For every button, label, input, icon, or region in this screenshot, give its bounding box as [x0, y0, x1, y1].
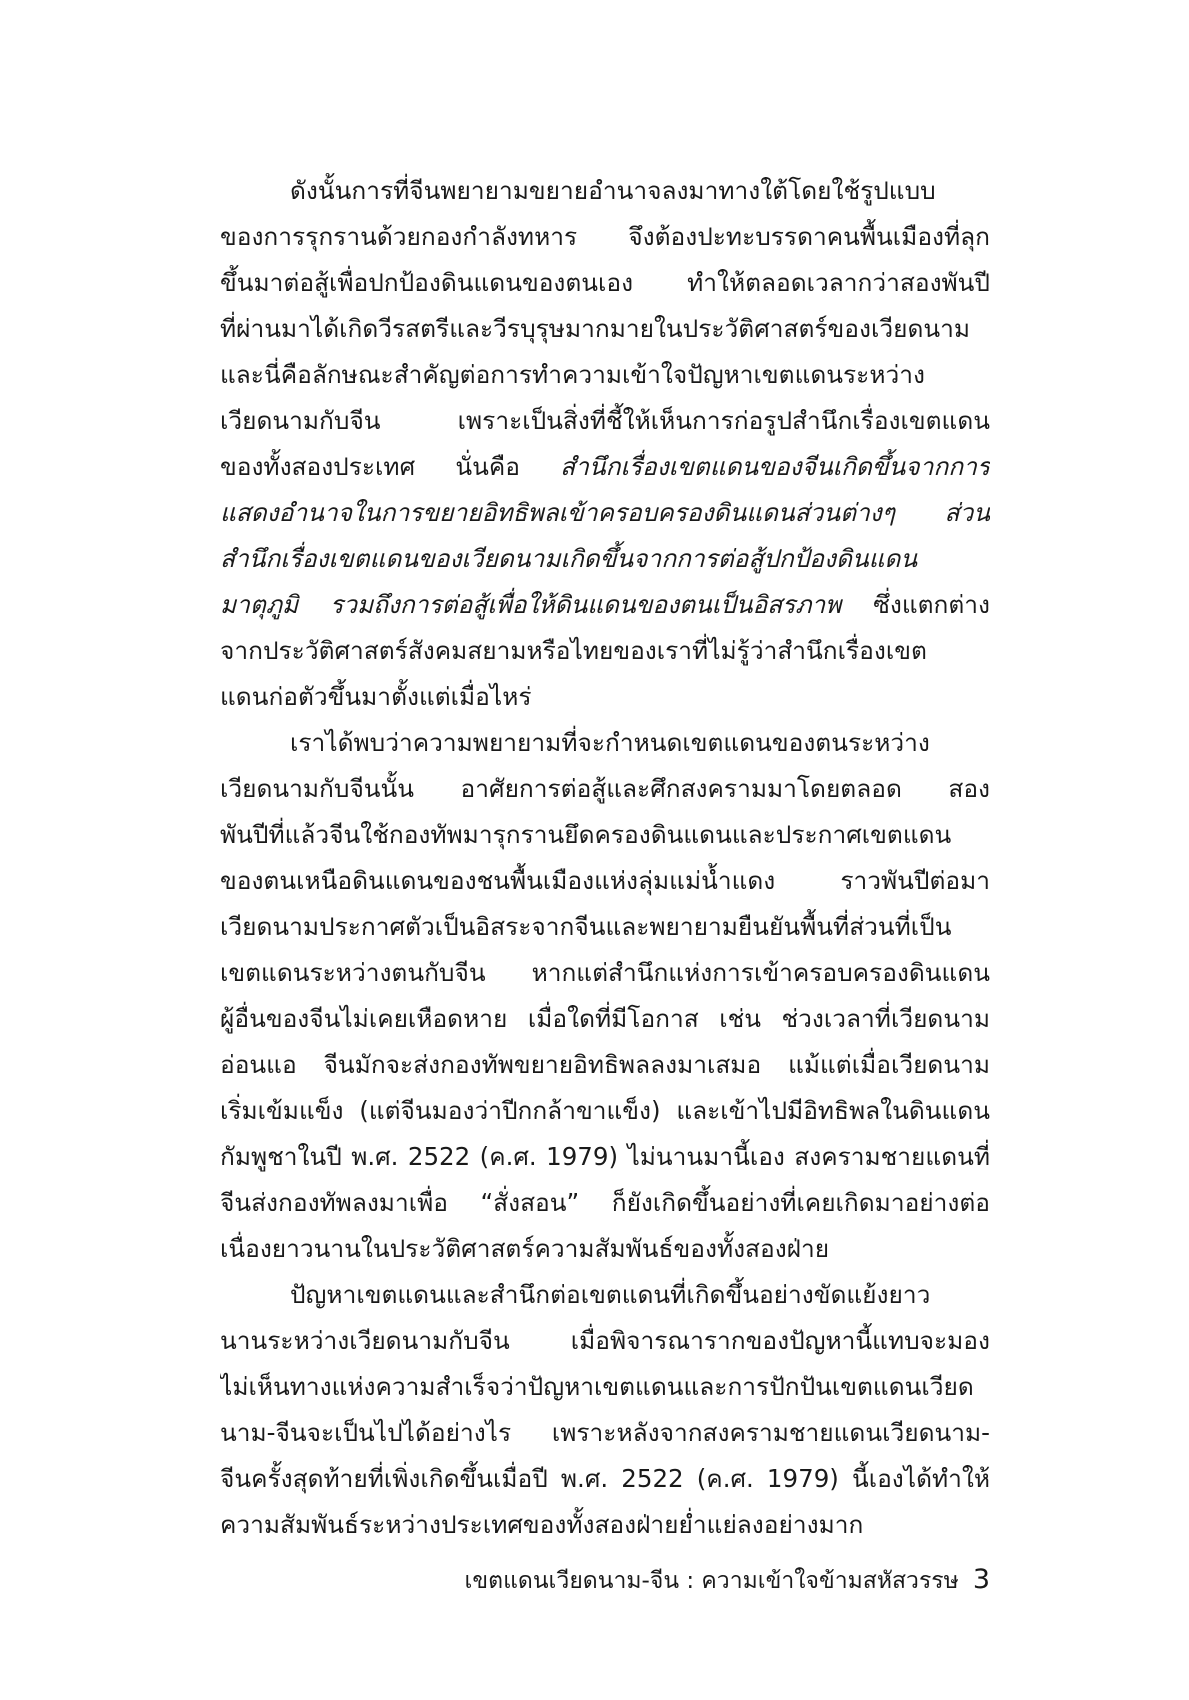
paragraph-1-line-6: เวียดนามกับจีน เพราะเป็นสิ่งที่ชี้ให้เห็นการก่อรูปสำนึกเรื่องเขตแดน: [220, 406, 990, 435]
paragraph-2-line-4: ของตนเหนือดินแดนของชนพื้นเมืองแห่งลุ่มแม่น้ำแดง ราวพันปีต่อมา: [220, 866, 990, 895]
paragraph-1-line-2: ของการรุกรานด้วยกองกำลังทหาร จึงต้องปะทะบรรดาคนพื้นเมืองที่ลุก: [220, 222, 990, 251]
paragraph-2-line-9: เริ่มเข้มแข็ง (แต่จีนมองว่าปีกกล้าขาแข็ง) และเข้าไปมีอิทธิพลในดินแดน: [220, 1096, 990, 1125]
paragraph-2-line-3: พันปีที่แล้วจีนใช้กองทัพมารุกรานยึดครองดินแดนและประกาศเขตแดน: [220, 820, 952, 849]
line-7-normal-text: ของทั้งสองประเทศ นั่นคือ: [220, 452, 561, 481]
paragraph-2-line-8: อ่อนแอ จีนมักจะส่งกองทัพขยายอิทธิพลลงมาเสมอ แม้แต่เมื่อเวียดนาม: [220, 1050, 990, 1079]
paragraph-1-line-5: และนี่คือลักษณะสำคัญต่อการทำความเข้าใจปัญหาเขตแดนระหว่าง: [220, 360, 925, 389]
paragraph-2-line-10: กัมพูชาในปี พ.ศ. 2522 (ค.ศ. 1979) ไม่นานมานี้เอง สงครามชายแดนที่: [220, 1142, 990, 1171]
paragraph-3-line-6: ความสัมพันธ์ระหว่างประเทศของทั้งสองฝ่ายย่ำแย่ลงอย่างมาก: [220, 1510, 864, 1539]
paragraph-1-line-3: ขึ้นมาต่อสู้เพื่อปกป้องดินแดนของตนเอง ทำให้ตลอดเวลากว่าสองพันปี: [220, 268, 990, 297]
page-footer: [465, 1560, 990, 1601]
paragraph-3-line-4: นาม-จีนจะเป็นไปได้อย่างไร เพราะหลังจากสงครามชายแดนเวียดนาม-: [220, 1418, 990, 1447]
paragraph-1-line-9: สำนึกเรื่องเขตแดนของเวียดนามเกิดขึ้นจากการต่อสู้ปกป้องดินแดน: [220, 544, 918, 573]
paragraph-1-line-1: ดังนั้นการที่จีนพยายามขยายอำนาจลงมาทางใต้โดยใช้รูปแบบ: [290, 176, 936, 205]
page-number: 3: [972, 1564, 990, 1595]
paragraph-2-line-6: เขตแดนระหว่างตนกับจีน หากแต่สำนึกแห่งการเข้าครอบครองดินแดน: [220, 958, 990, 987]
paragraph-2-line-12: เนื่องยาวนานในประวัติศาสตร์ความสัมพันธ์ของทั้งสองฝ่าย: [220, 1234, 830, 1263]
paragraph-2-line-5: เวียดนามประกาศตัวเป็นอิสระจากจีนและพยายามยืนยันพื้นที่ส่วนที่เป็น: [220, 912, 952, 941]
paragraph-1-line-12: แดนก่อตัวขึ้นมาตั้งแต่เมื่อไหร่: [220, 682, 532, 711]
paragraph-2-line-2: เวียดนามกับจีนนั้น อาศัยการต่อสู้และศึกสงครามมาโดยตลอด สอง: [220, 774, 990, 803]
paragraph-1-line-11: จากประวัติศาสตร์สังคมสยามหรือไทยของเราที่ไม่รู้ว่าสำนึกเรื่องเขต: [220, 636, 927, 665]
paragraph-1-line-7: [220, 444, 990, 490]
paragraph-2-line-11: จีนส่งกองทัพลงมาเพื่อ “สั่งสอน” ก็ยังเกิดขึ้นอย่างที่เคยเกิดมาอย่างต่อ: [220, 1188, 990, 1217]
paragraph-2-line-1: เราได้พบว่าความพยายามที่จะกำหนดเขตแดนของตนระหว่าง: [290, 728, 930, 757]
running-title: เขตแดนเวียดนาม-จีน : ความเข้าใจข้ามสหัสวรรษ: [464, 1568, 959, 1594]
paragraph-1-line-4: ที่ผ่านมาได้เกิดวีรสตรีและวีรบุรุษมากมายในประวัติศาสตร์ของเวียดนาม: [220, 314, 971, 343]
paragraph-3-line-5: จีนครั้งสุดท้ายที่เพิ่งเกิดขึ้นเมื่อปี พ.ศ. 2522 (ค.ศ. 1979) นี้เองได้ทำให้: [220, 1464, 990, 1493]
paragraph-1-line-10: [220, 582, 990, 628]
line-10-italic-text: มาตุภูมิ รวมถึงการต่อสู้เพื่อให้ดินแดนของตนเป็นอิสรภาพ: [220, 590, 842, 619]
paragraph-1-line-8: แสดงอำนาจในการขยายอิทธิพลเข้าครอบครองดินแดนส่วนต่างๆ ส่วน: [220, 498, 990, 527]
paragraph-3-line-3: ไม่เห็นทางแห่งความสำเร็จว่าปัญหาเขตแดนและการปักปันเขตแดนเวียด: [220, 1372, 974, 1401]
line-7-italic-text: สำนึกเรื่องเขตแดนของจีนเกิดขึ้นจากการ: [560, 452, 990, 481]
paragraph-3-line-1: ปัญหาเขตแดนและสำนึกต่อเขตแดนที่เกิดขึ้นอย่างขัดแย้งยาว: [290, 1280, 931, 1309]
line-10-normal-text: ซึ่งแตกต่าง: [841, 590, 990, 619]
paragraph-3-line-2: นานระหว่างเวียดนามกับจีน เมื่อพิจารณารากของปัญหานี้แทบจะมอง: [220, 1326, 990, 1355]
paragraph-2-line-7: ผู้อื่นของจีนไม่เคยเหือดหาย เมื่อใดที่มีโอกาส เช่น ช่วงเวลาที่เวียดนาม: [220, 1004, 990, 1033]
